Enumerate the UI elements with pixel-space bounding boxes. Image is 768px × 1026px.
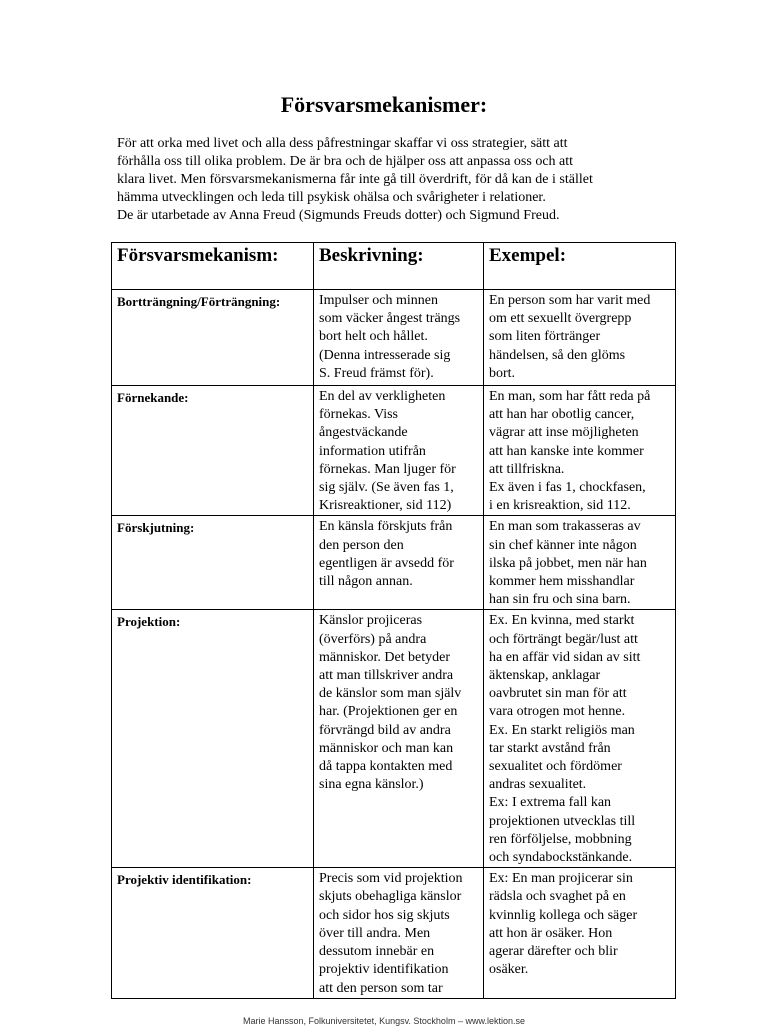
description-line: projektiv identifikation [319, 962, 449, 978]
description-line: sina egna känslor.) [319, 777, 424, 793]
description-line: människor och man kan [319, 740, 454, 756]
page-title: Försvarsmekanismer: [280, 92, 488, 117]
example-line: Ex: En man projicerar sin [489, 871, 633, 887]
description-line: då tappa kontakten med [319, 759, 453, 775]
example-line: En man, som har fått reda på [489, 389, 651, 404]
example-cell [484, 386, 676, 516]
example-line: Ex. En starkt religiös man [489, 722, 635, 738]
example-line: Ex: I extrema fall kan [489, 795, 612, 811]
defense-mechanisms-table [111, 242, 676, 999]
intro-line: förhålla oss till olika problem. De är bra och de hjälper oss att anpassa oss och att [117, 154, 574, 169]
example-line: som liten förtränger [489, 329, 601, 345]
table-row [112, 610, 676, 868]
intro-line: hämma utvecklingen och leda till psykisk ohälsa och svårigheter i relationer. [117, 190, 546, 205]
example-line: händelsen, så den glöms [489, 347, 626, 363]
description-line: Impulser och minnen [319, 293, 438, 308]
example-line: rädsla och svaghet på en [489, 889, 626, 905]
intro-line: För att orka med livet och alla dess påfrestningar skaffar vi oss strategier, sätt att [117, 136, 568, 151]
example-line: i en krisreaktion, sid 112. [489, 498, 631, 514]
mechanism-name-cell: Förskjutning: [112, 516, 314, 610]
example-line: Ex även i fas 1, chockfasen, [489, 480, 646, 496]
description-line: (överförs) på andra [319, 631, 427, 647]
table-body [112, 290, 676, 999]
example-line: bort. [489, 365, 516, 381]
description-line: som väcker ångest trängs [319, 311, 461, 327]
description-line: egentligen är avsedd för [319, 555, 454, 571]
description-line: skjuts obehagliga känslor [319, 889, 462, 905]
intro-line: De är utarbetade av Anna Freud (Sigmunds Freuds dotter) och Sigmund Freud. [117, 208, 560, 223]
description-line: dessutom innebär en [319, 944, 435, 960]
description-line: de känslor som man själv [319, 686, 462, 702]
description-line: Precis som vid projektion [319, 871, 463, 887]
example-line: oavbrutet sin man för att [489, 686, 627, 702]
example-line: sin chef känner inte någon [489, 537, 637, 553]
description-line: En del av verkligheten [319, 389, 446, 404]
example-cell [484, 868, 676, 998]
description-line: ångestväckande [319, 425, 408, 441]
example-line: att hon är osäker. Hon [489, 925, 613, 941]
description-line: och sidor hos sig skjuts [319, 907, 450, 923]
mechanism-name-cell: Projektion: [112, 610, 314, 868]
description-line: sig själv. (Se även fas 1, [319, 480, 454, 496]
example-line: att tillfriskna. [489, 461, 565, 477]
table-row [112, 868, 676, 998]
intro-line: klara livet. Men försvarsmekanismerna får inte gå till överdrift, för då kan de i stället [117, 172, 593, 187]
description-cell [314, 516, 484, 610]
description-line: över till andra. Men [319, 925, 431, 941]
description-line: En känsla förskjuts från [319, 519, 453, 535]
example-line: äktenskap, anklagar [489, 668, 601, 684]
column-header-description: Beskrivning: [314, 243, 484, 290]
mechanism-name-cell: Bortträngning/Förträngning: [112, 290, 314, 386]
example-line: Ex. En kvinna, med starkt [489, 613, 635, 629]
example-line: ren förföljelse, mobbning [489, 831, 632, 847]
example-cell [484, 516, 676, 610]
table-row [112, 516, 676, 610]
example-line: kvinnlig kollega och säger [489, 907, 638, 923]
description-line: information utifrån [319, 443, 426, 459]
description-cell [314, 610, 484, 868]
example-line: agerar därefter och blir [489, 944, 618, 960]
description-line: att den person som tar [319, 980, 443, 996]
description-cell [314, 868, 484, 998]
example-line: En man som trakasseras av [489, 519, 641, 535]
example-line: osäker. [489, 962, 529, 978]
description-line: förnekas. Man ljuger för [319, 461, 456, 477]
description-line: människor. Det betyder [319, 649, 451, 665]
example-line: ha en affär vid sidan av sitt [489, 649, 641, 665]
example-line: sexualitet och fördömer [489, 759, 622, 775]
example-line: att han har obotlig cancer, [489, 407, 635, 423]
description-cell [314, 290, 484, 386]
description-line: att man tillskriver andra [319, 668, 454, 684]
example-line: och syndabockstänkande. [489, 850, 633, 866]
example-line: och förträngt begär/lust att [489, 631, 638, 647]
column-header-example: Exempel: [484, 243, 676, 290]
example-cell [484, 290, 676, 386]
example-line: En person som har varit med [489, 293, 651, 308]
example-line: ilska på jobbet, men när han [489, 555, 647, 571]
example-line: kommer hem misshandlar [489, 574, 635, 590]
example-line: andras sexualitet. [489, 777, 587, 793]
description-line: till någon annan. [319, 574, 413, 590]
table-row [112, 386, 676, 516]
table-row [112, 290, 676, 386]
column-header-mechanism: Försvarsmekanism: [112, 243, 314, 290]
intro-paragraph [117, 135, 677, 225]
description-line: (Denna intresserade sig [319, 347, 451, 363]
mechanism-name-cell: Projektiv identifikation: [112, 868, 314, 998]
description-line: Krisreaktioner, sid 112) [319, 498, 452, 514]
example-line: vägrar att inse möjligheten [489, 425, 639, 441]
example-line: om ett sexuellt övergrepp [489, 311, 632, 327]
example-cell [484, 610, 676, 868]
description-line: förnekas. Viss [319, 407, 399, 423]
example-line: tar starkt avstånd från [489, 740, 611, 756]
example-line: att han kanske inte kommer [489, 443, 644, 459]
description-cell [314, 386, 484, 516]
table-header-row [112, 243, 676, 290]
description-line: bort helt och hållet. [319, 329, 428, 345]
page-footer: Marie Hansson, Folkuniversitetet, Kungsv. Stockholm – www.lektion.se [243, 1016, 525, 1026]
description-line: Känslor projiceras [319, 613, 423, 629]
example-line: projektionen utvecklas till [489, 813, 636, 829]
description-line: har. (Projektionen ger en [319, 704, 458, 720]
description-line: förvrängd bild av andra [319, 722, 451, 738]
description-line: den person den [319, 537, 404, 553]
example-line: vara otrogen mot henne. [489, 704, 626, 720]
description-line: S. Freud främst för). [319, 365, 434, 381]
example-line: han sin fru och sina barn. [489, 592, 631, 608]
mechanism-name-cell: Förnekande: [112, 386, 314, 516]
